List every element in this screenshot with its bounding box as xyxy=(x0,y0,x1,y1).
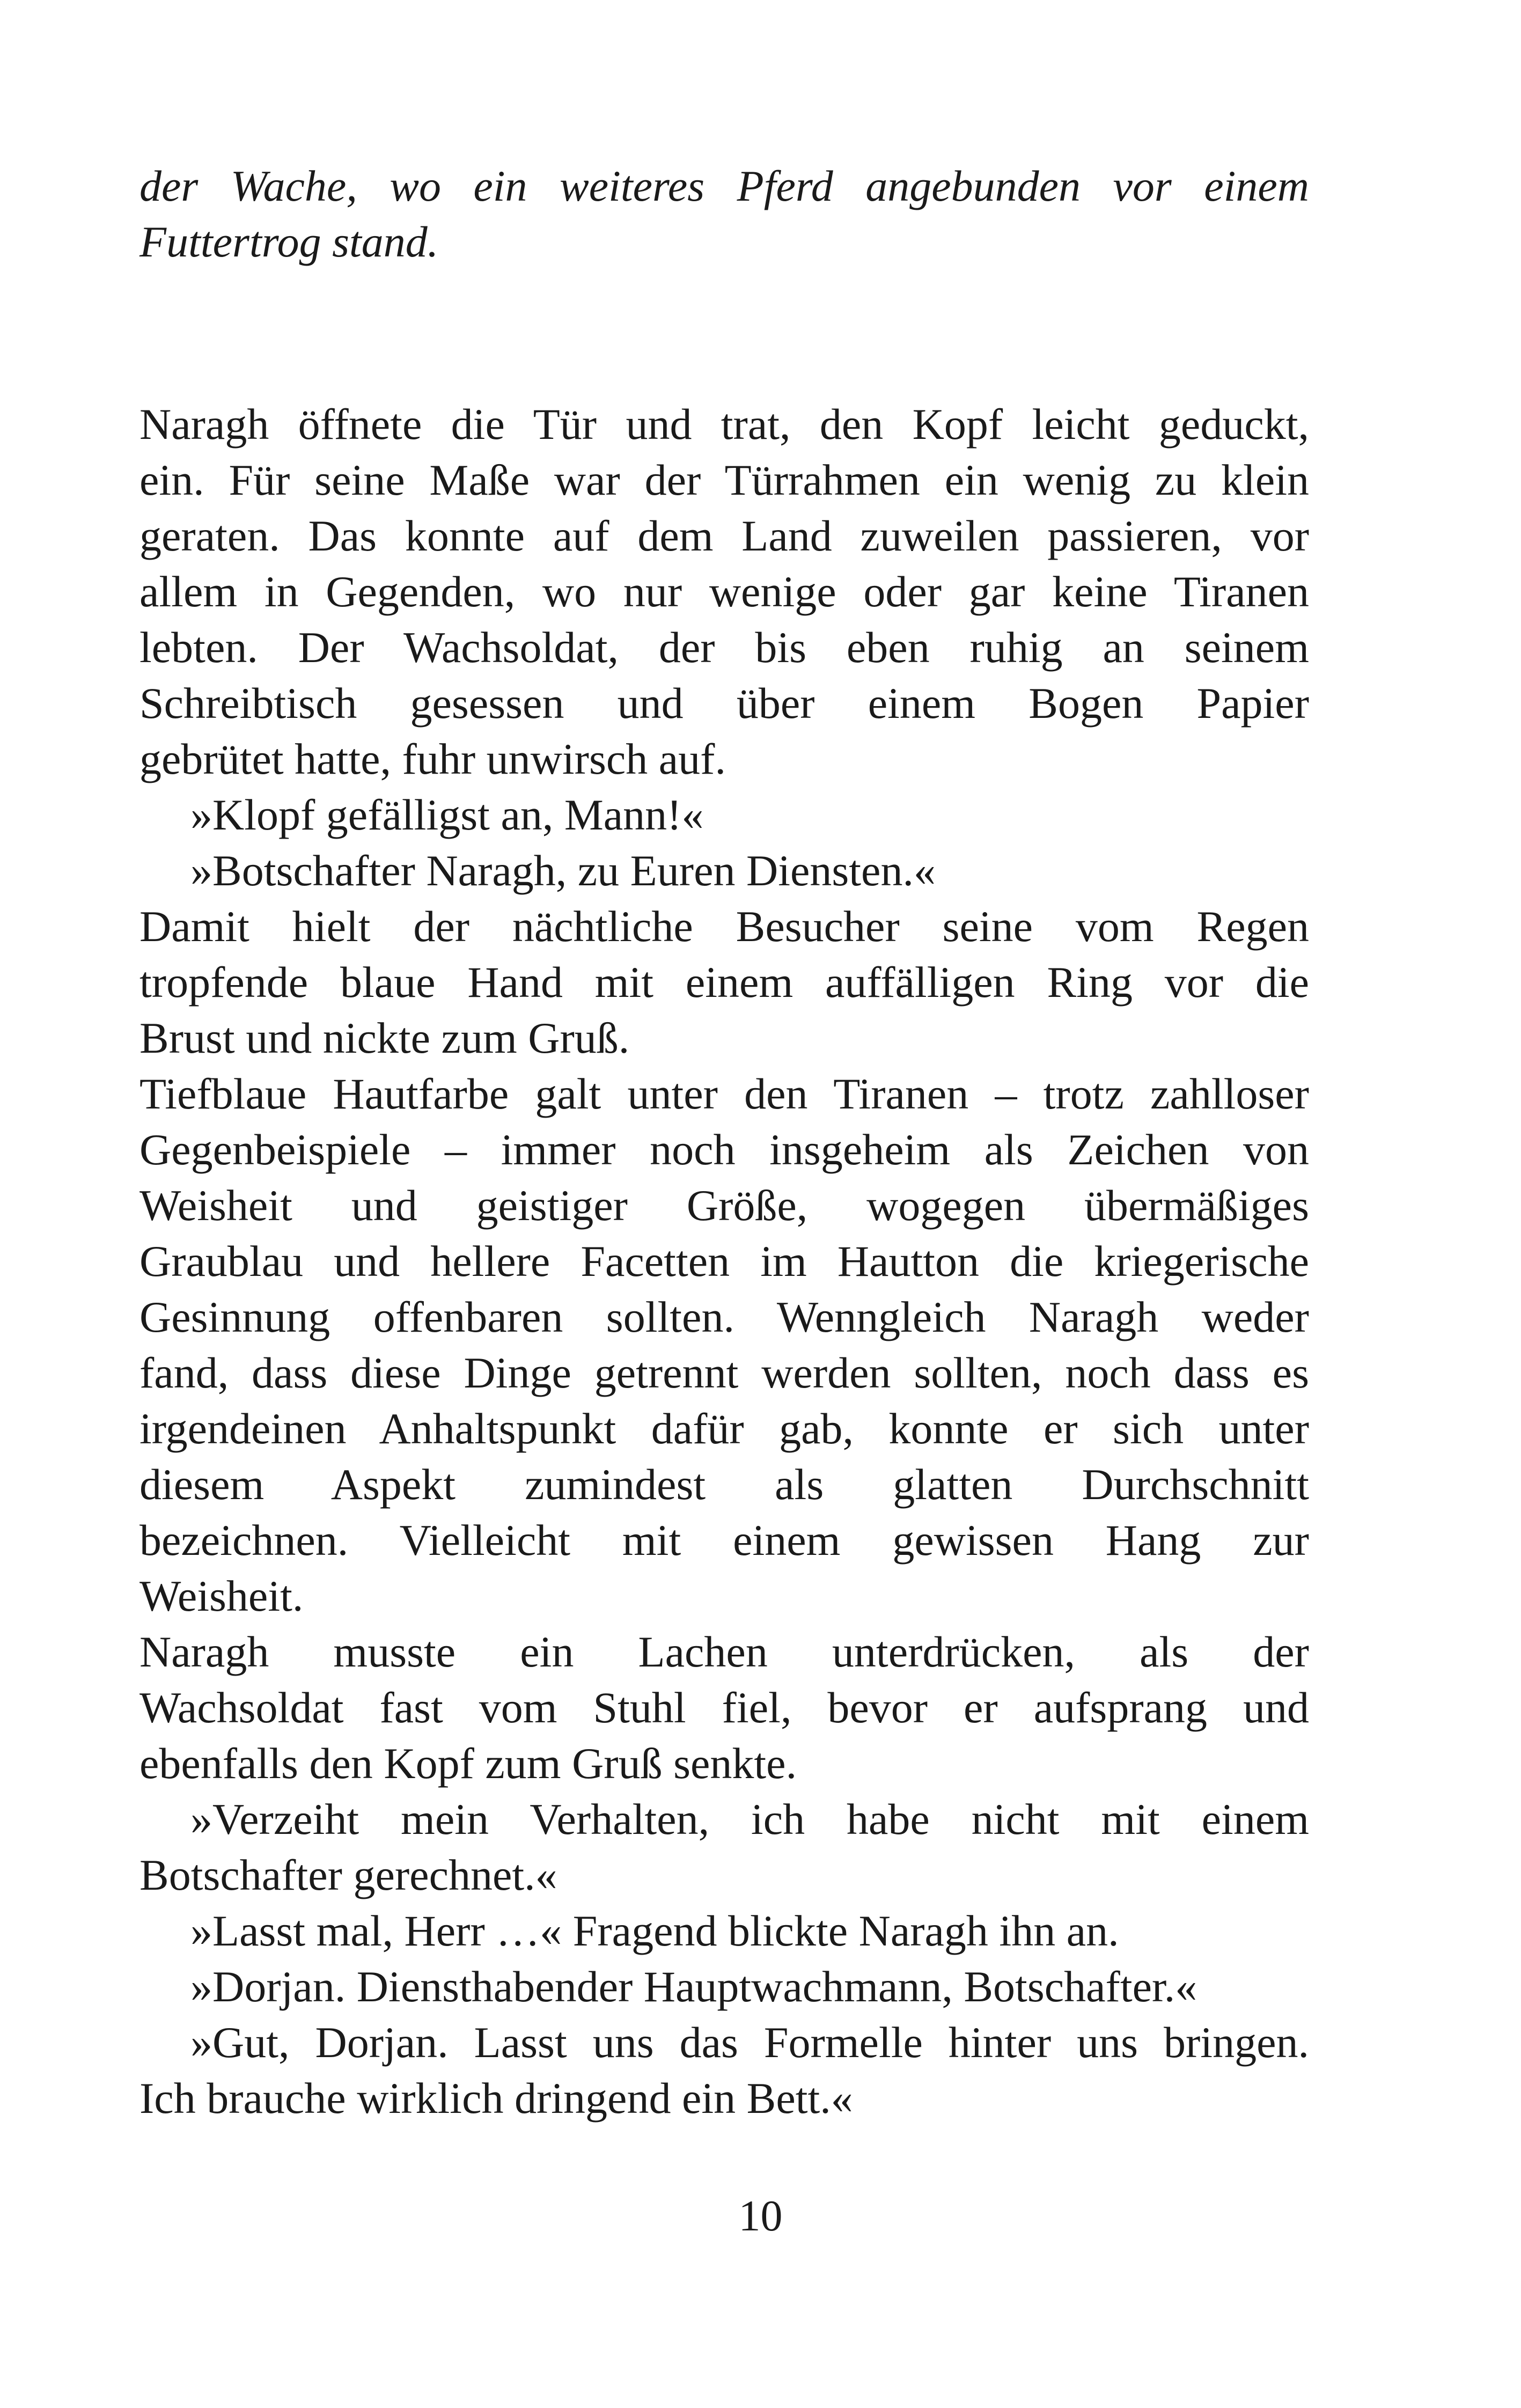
dialogue-line: »Klopf gefälligst an, Mann!« xyxy=(190,790,704,839)
page-number: 10 xyxy=(738,2191,783,2240)
text-line: ebenfalls den Kopf zum Gruß senkte. xyxy=(139,1739,797,1788)
dialogue-line: »Dorjan. Diensthabender Hauptwachmann, Botschafter.« xyxy=(190,1962,1197,2011)
page-text xyxy=(139,158,1309,2126)
text-line: Weisheit und geistiger Größe, wogegen übermäßiges xyxy=(139,1181,1309,1230)
text-line: Gesinnung offenbaren sollten. Wenngleich Naragh weder xyxy=(139,1293,1309,1341)
dialogue-line: »Verzeiht mein Verhalten, ich habe nicht mit einem xyxy=(190,1795,1309,1844)
text-line: Gegenbeispiele – immer noch insgeheim als Zeichen von xyxy=(139,1125,1309,1174)
text-line: diesem Aspekt zumindest als glatten Durchschnitt xyxy=(139,1460,1309,1509)
text-line: lebten. Der Wachsoldat, der bis eben ruhig an seinem xyxy=(139,623,1309,672)
dialogue-line: »Gut, Dorjan. Lasst uns das Formelle hinter uns bringen. xyxy=(190,2018,1309,2067)
text-line: bezeichnen. Vielleicht mit einem gewissen Hang zur xyxy=(139,1516,1309,1565)
text-line: geraten. Das konnte auf dem Land zuweilen passieren, vor xyxy=(139,511,1309,560)
text-line: gebrütet hatte, fuhr unwirsch auf. xyxy=(139,735,726,783)
text-line: irgendeinen Anhaltspunkt dafür gab, konnte er sich unter xyxy=(139,1404,1309,1453)
text-line: tropfende blaue Hand mit einem auffälligen Ring vor die xyxy=(139,958,1309,1007)
text-line: Graublau und hellere Facetten im Hautton die kriegerische xyxy=(139,1237,1309,1286)
text-line: Naragh musste ein Lachen unterdrücken, als der xyxy=(139,1627,1309,1676)
text-line: Damit hielt der nächtliche Besucher seine vom Regen xyxy=(139,902,1309,951)
text-line: Brust und nickte zum Gruß. xyxy=(139,1014,630,1062)
dialogue-line: »Botschafter Naragh, zu Euren Diensten.« xyxy=(190,846,936,895)
text-line: Schreibtisch gesessen und über einem Bogen Papier xyxy=(139,679,1309,728)
text-line: Naragh öffnete die Tür und trat, den Kopf leicht geduckt, xyxy=(139,400,1309,449)
text-line: ein. Für seine Maße war der Türrahmen ein wenig zu klein xyxy=(139,456,1309,504)
text-line: Tiefblaue Hautfarbe galt unter den Tiranen – trotz zahlloser xyxy=(139,1069,1309,1118)
section-gap xyxy=(139,270,1309,397)
text-line: allem in Gegenden, wo nur wenige oder gar keine Tiranen xyxy=(139,567,1309,616)
dialogue-line: »Lasst mal, Herr …« Fragend blickte Naragh ihn an. xyxy=(190,1906,1119,1955)
text-line: der Wache, wo ein weiteres Pferd angebunden vor einem xyxy=(139,161,1309,210)
dialogue-line: Botschafter gerechnet.« xyxy=(139,1851,557,1899)
dialogue-line: Ich brauche wirklich dringend ein Bett.« xyxy=(139,2074,853,2123)
text-line: Wachsoldat fast vom Stuhl fiel, bevor er aufsprang und xyxy=(139,1683,1309,1732)
text-line: fand, dass diese Dinge getrennt werden sollten, noch dass es xyxy=(139,1348,1309,1397)
text-line: Futtertrog stand. xyxy=(139,217,439,266)
text-line: Weisheit. xyxy=(139,1572,304,1620)
